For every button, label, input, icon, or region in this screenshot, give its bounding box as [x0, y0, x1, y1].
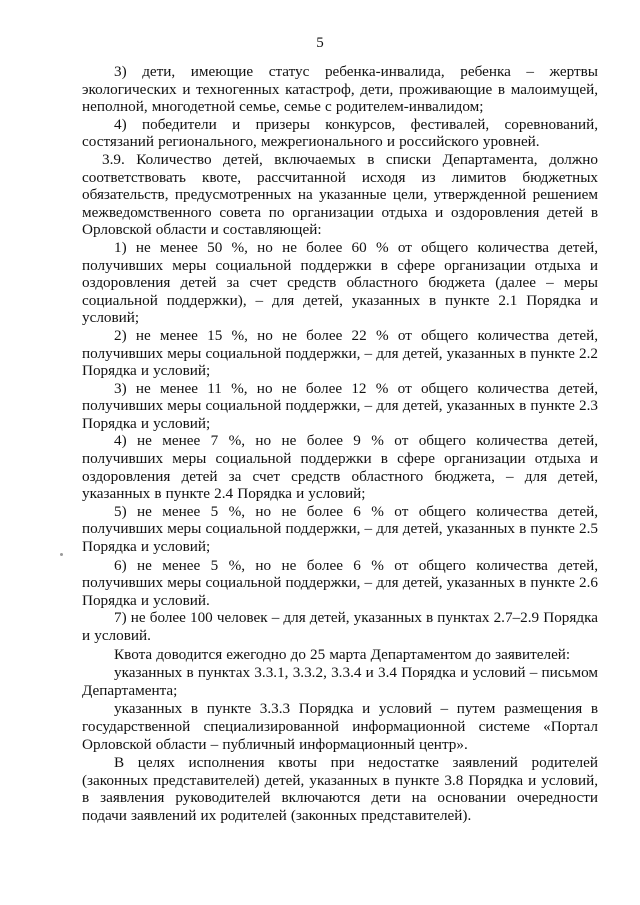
paragraph-quota-notice: Квота доводится ежегодно до 25 марта Департаментом до заявителей:	[114, 645, 571, 663]
document-body	[82, 63, 598, 825]
paragraph-notice-by-portal: указанных в пункте 3.3.3 Порядка и условий – путем размещения в государственной специализированной информационной системе «Портал Орловской области – публичный информационный центр».	[82, 700, 598, 753]
paragraph-quota-shortage: В целях исполнения квоты при недостатке заявлений родителей (законных представителей) детей, указанных в пункте 3.8 Порядка и условий, в заявления руководителей включаются дети на основании очередности подачи заявлений их родителей (законных представителей).	[82, 754, 598, 824]
paragraph-quota-7: 7) не более 100 человек – для детей, указанных в пунктах 2.7–2.9 Порядка и условий.	[82, 609, 599, 644]
paragraph-item-3-eligible-children: 3) дети, имеющие статус ребенка-инвалида, ребенка – жертвы экологических и техногенных катастроф, дети, проживающие в малоимущей, неполной, многодетной семье, семье с родителем-инвалидом;	[82, 63, 598, 116]
paragraph-quota-2: 2) не менее 15 %, но не более 22 % от общего количества детей, получивших меры социальной поддержки, – для детей, указанных в пункте 2.2 Порядка и условий;	[82, 326, 598, 380]
paragraph-quota-5: 5) не менее 5 %, но не более 6 % от общего количества детей, получивших меры социальной поддержки, – для детей, указанных в пункте 2.5 Порядка и условий;	[82, 502, 598, 556]
margin-mark	[60, 553, 63, 556]
page-number: 5	[316, 35, 324, 51]
paragraph-quota-4: 4) не менее 7 %, но не более 9 % от общего количества детей, получивших меры социальной поддержки в сфере организации отдыха и оздоровления детей за счет средств областного бюджета, – для детей, указанных в пункте 2.4 Порядка и условий;	[82, 432, 598, 503]
paragraph-quota-3: 3) не менее 11 %, но не более 12 % от общего количества детей, получивших меры социальной поддержки, – для детей, указанных в пункте 2.3 Порядка и условий;	[82, 379, 598, 432]
paragraph-quota-1: 1) не менее 50 %, но не более 60 % от общего количества детей, получивших меры социальной поддержки в сфере организации отдыха и оздоровления детей за счет средств областного бюджета (далее – меры социальной поддержки), – для детей, указанных в пункте 2.1 Порядка и условий;	[82, 238, 598, 327]
paragraph-notice-by-letter: указанных в пунктах 3.3.1, 3.3.2, 3.3.4 и 3.4 Порядка и условий – письмом Департамента;	[82, 664, 598, 699]
paragraph-section-3-9: 3.9. Количество детей, включаемых в списки Департамента, должно соответствовать квоте, рассчитанной исходя из лимитов бюджетных обязательств, предусмотренных на указанные цели, утвержденной решением межведомственного совета по организации отдыха и оздоровления детей в Орловской области и составляющей:	[82, 150, 598, 239]
paragraph-item-4-contest-winners: 4) победители и призеры конкурсов, фестивалей, соревнований, состязаний регионального, межрегионального и российского уровней.	[82, 115, 598, 151]
paragraph-quota-6: 6) не менее 5 %, но не более 6 % от общего количества детей, получивших меры социальной поддержки, – для детей, указанных в пункте 2.6 Порядка и условий.	[82, 556, 598, 609]
